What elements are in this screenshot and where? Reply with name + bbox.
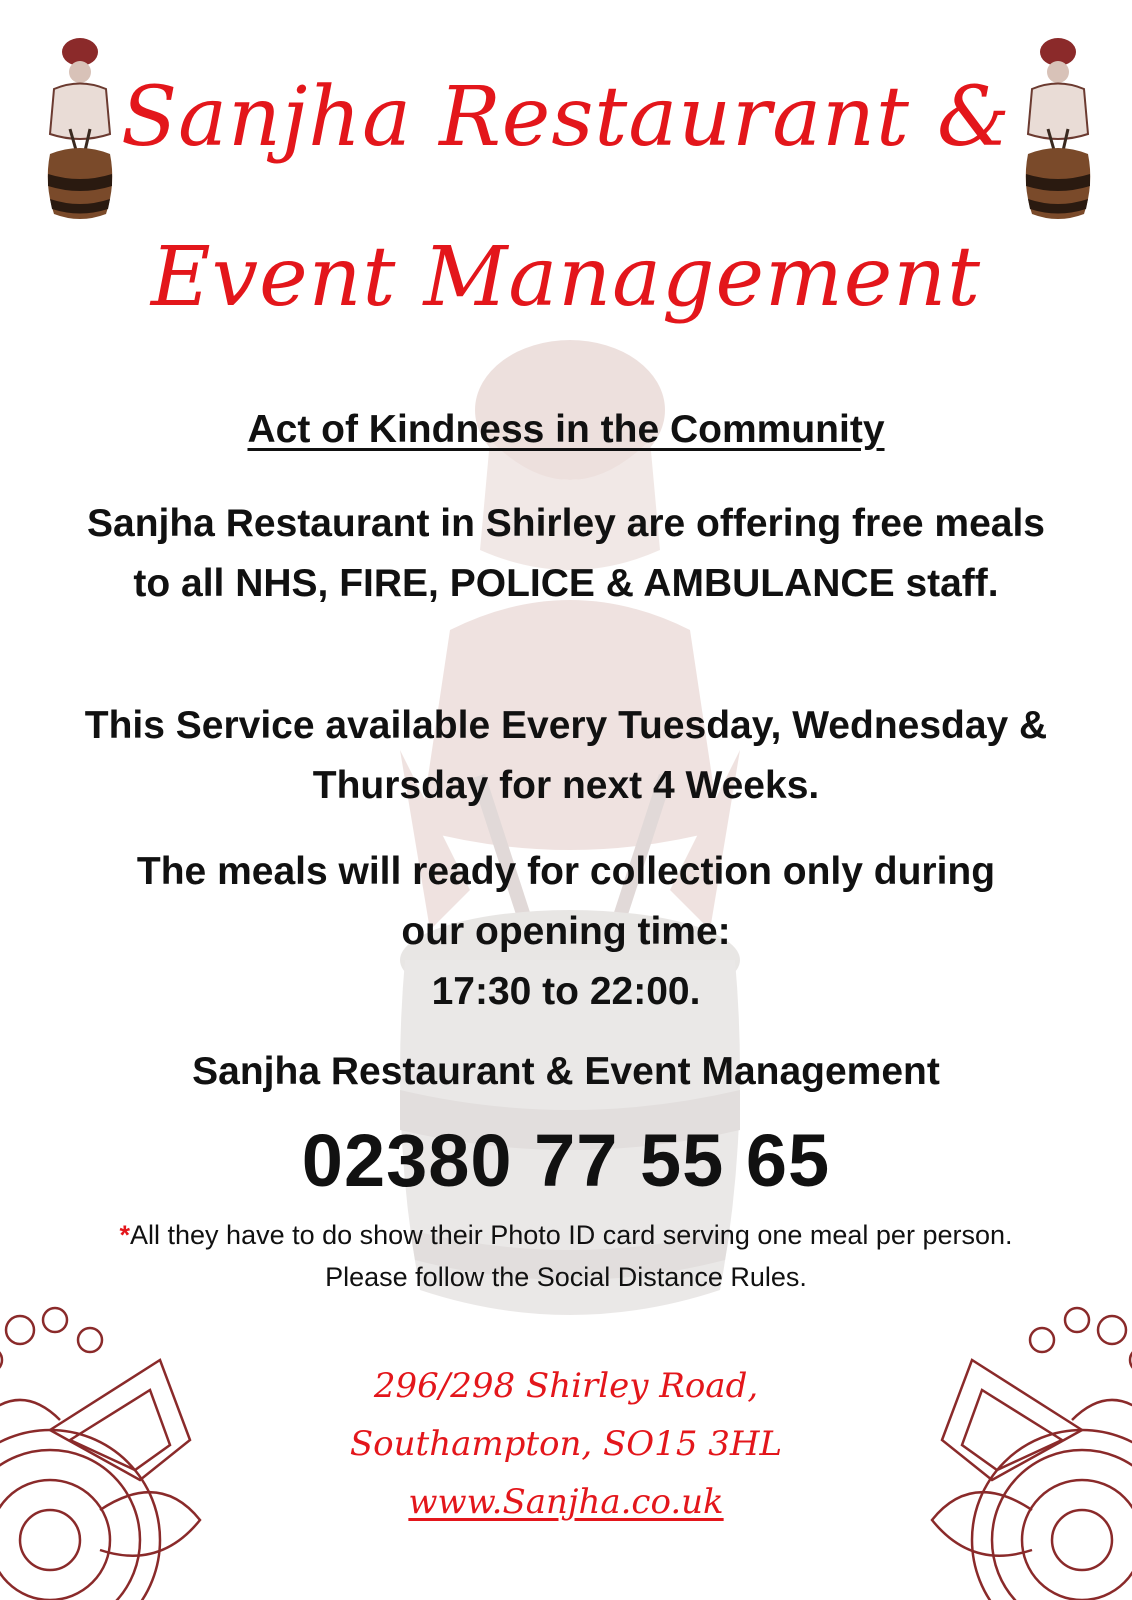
- address-line-2: Southampton, SO15 3HL: [349, 1424, 783, 1464]
- address-line-1: 296/298 Shirley Road,: [373, 1366, 759, 1406]
- availability-text: This Service available Every Tuesday, Wednesday & Thursday for next 4 Weeks.: [84, 704, 1048, 807]
- heading: Act of Kindness in the Community: [247, 408, 885, 451]
- title-line-2: Event Management: [150, 230, 982, 325]
- opening-hours: 17:30 to 22:00.: [431, 970, 701, 1013]
- website-link[interactable]: www.Sanjha.co.uk: [408, 1482, 724, 1522]
- offer-text: Sanjha Restaurant in Shirley are offering free meals to all NHS, FIRE, POLICE & AMBULANCE staff.: [87, 502, 1045, 605]
- phone-number[interactable]: 02380 77 55 65: [301, 1119, 831, 1202]
- title-line-1: Sanjha Restaurant &: [121, 70, 1011, 165]
- collection-line-2: our opening time:: [401, 910, 731, 953]
- mandala-decoration: [902, 1280, 1132, 1600]
- footnote-text: All they have to do show their Photo ID card serving one meal per person. Please follow the Social Distance Rules.: [130, 1220, 1013, 1292]
- collection-line-1: The meals will ready for collection only during: [136, 850, 996, 893]
- mandala-decoration: [0, 1280, 230, 1600]
- footnote: [100, 1214, 1032, 1298]
- collection-text: [80, 842, 1052, 1022]
- company-name: Sanjha Restaurant & Event Management: [192, 1050, 940, 1093]
- asterisk: *: [119, 1220, 131, 1250]
